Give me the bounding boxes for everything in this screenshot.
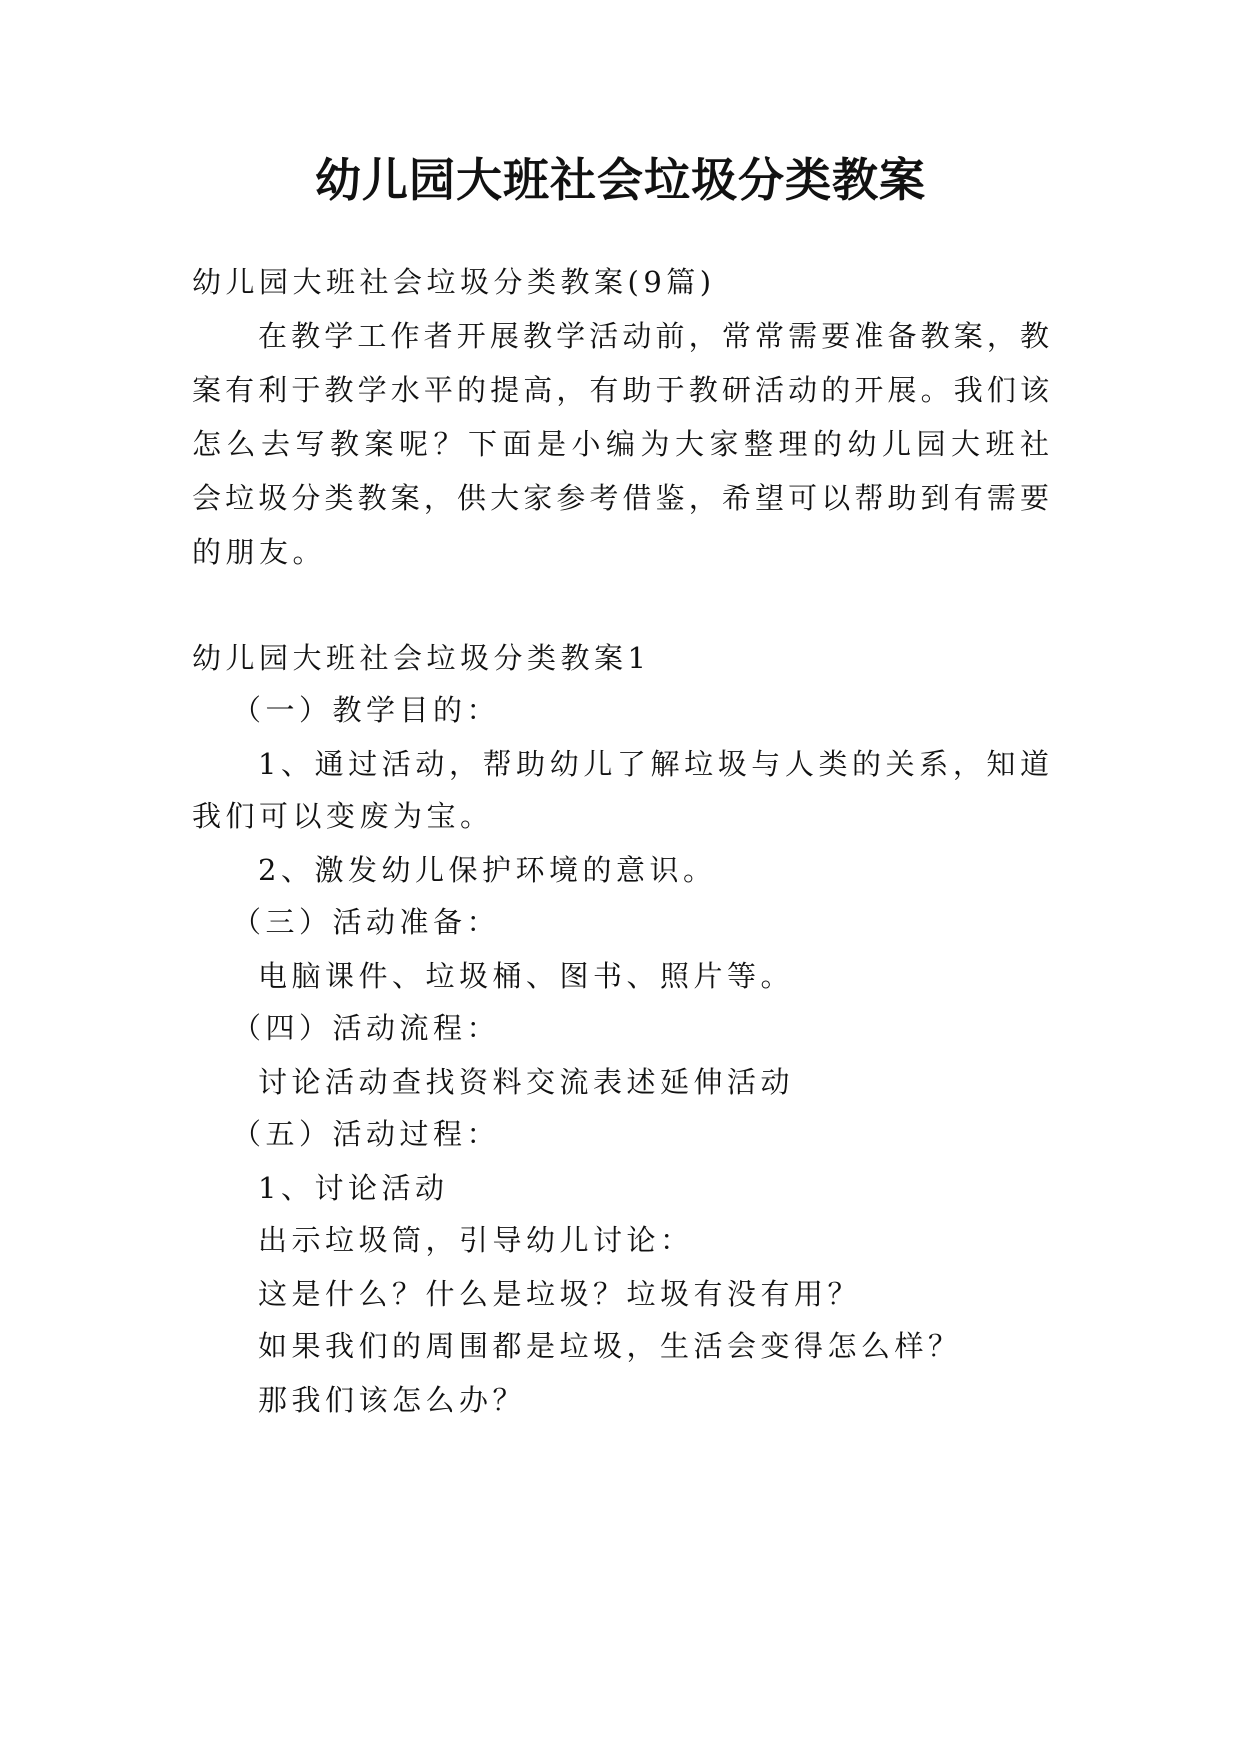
body-line: （一）教学目的： — [232, 693, 501, 727]
body-line: （三）活动准备： — [232, 905, 501, 939]
document-title: 幼儿园大班社会垃圾分类教案 — [315, 153, 926, 207]
document-subtitle: 幼儿园大班社会垃圾分类教案(9篇) — [192, 265, 716, 299]
body-line: （四）活动流程： — [232, 1011, 501, 1045]
intro-line: 怎么去写教案呢？下面是小编为大家整理的幼儿园大班社 — [192, 427, 1052, 461]
intro-line: 会垃圾分类教案，供大家参考借鉴，希望可以帮助到有需要 — [192, 481, 1052, 515]
section-heading: 幼儿园大班社会垃圾分类教案1 — [192, 641, 651, 675]
body-line: （五）活动过程： — [232, 1117, 501, 1151]
intro-line: 案有利于教学水平的提高，有助于教研活动的开展。我们该 — [192, 373, 1052, 407]
body-line: 电脑课件、垃圾桶、图书、照片等。 — [258, 959, 795, 993]
intro-line: 在教学工作者开展教学活动前，常常需要准备教案，教 — [258, 319, 1052, 353]
body-line: 那我们该怎么办？ — [258, 1383, 527, 1417]
body-line: 1、讨论活动 — [258, 1171, 449, 1205]
body-line: 出示垃圾筒，引导幼儿讨论： — [258, 1223, 694, 1257]
intro-line: 的朋友。 — [192, 535, 327, 569]
body-line: 我们可以变废为宝。 — [192, 799, 494, 833]
body-line: 这是什么？什么是垃圾？垃圾有没有用？ — [258, 1277, 862, 1311]
body-line: 如果我们的周围都是垃圾，生活会变得怎么样？ — [258, 1329, 962, 1363]
body-line: 2、激发幼儿保护环境的意识。 — [258, 853, 717, 887]
body-line: 讨论活动查找资料交流表述延伸活动 — [258, 1065, 795, 1099]
body-line: 1、通过活动，帮助幼儿了解垃圾与人类的关系，知道 — [258, 747, 1052, 781]
